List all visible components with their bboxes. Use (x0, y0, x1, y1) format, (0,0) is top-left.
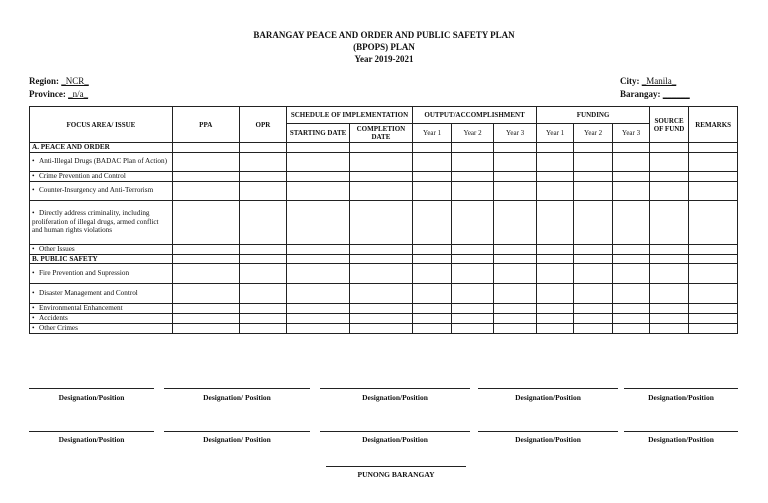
header-opr: OPR (239, 107, 287, 143)
header-output: OUTPUT/ACCOMPLISHMENT (412, 107, 537, 124)
region-label: Region: (29, 76, 59, 86)
signature-block: Designation/Position (320, 388, 470, 402)
list-item: • Crime Prevention and Control (30, 171, 173, 181)
header-output-year3: Year 3 (493, 124, 537, 143)
plan-title: BARANGAY PEACE AND ORDER AND PUBLIC SAFETY PLAN (253, 30, 515, 40)
signature-block: Designation/Position (320, 431, 470, 444)
barangay-label: Barangay: (620, 89, 661, 99)
signature-block: Designation/Position (624, 431, 738, 444)
province-label: Province: (29, 89, 66, 99)
city-label: City: (620, 76, 640, 86)
header-completion-date: COMPLETION DATE (350, 124, 413, 143)
province-value: _n/a_ (68, 89, 89, 99)
list-item: • Anti-Illegal Drugs (BADAC Plan of Action) (30, 152, 173, 171)
header-output-year2: Year 2 (452, 124, 494, 143)
region-value: _NCR_ (61, 76, 89, 86)
header-output-year1: Year 1 (412, 124, 451, 143)
plan-subtitle: (BPOPS) PLAN (353, 42, 415, 52)
header-remarks: REMARKS (689, 107, 738, 143)
list-item: • Counter-Insurgency and Anti-Terrorism (30, 181, 173, 200)
barangay-value: ______ (662, 89, 690, 99)
header-funding-year2: Year 2 (573, 124, 612, 143)
signature-block: Designation/ Position (164, 431, 310, 444)
header-starting-date: STARTING DATE (287, 124, 350, 143)
list-item: • Directly address criminality, including proliferation of illegal drugs, armed conflict and human rights violations (30, 200, 173, 244)
barangay-field (620, 89, 690, 99)
plan-year: Year 2019-2021 (354, 54, 414, 64)
region-field (29, 76, 89, 86)
section-public-safety: B. PUBLIC SAFETY (30, 254, 173, 264)
city-field (620, 76, 676, 86)
city-value: _Manila_ (641, 76, 677, 86)
signature-block: Designation/Position (29, 388, 154, 402)
header-funding-year1: Year 1 (537, 124, 573, 143)
header-funding-year3: Year 3 (613, 124, 649, 143)
list-item: • Disaster Management and Control (30, 284, 173, 304)
signature-block: Designation/ Position (164, 388, 310, 402)
bpops-table (29, 106, 738, 334)
header-schedule: SCHEDULE OF IMPLEMENTATION (287, 107, 413, 124)
header-focus-area: FOCUS AREA/ ISSUE (30, 107, 173, 143)
punong-barangay-signature: PUNONG BARANGAY (326, 466, 466, 479)
list-item: • Environmental Enhancement (30, 304, 173, 314)
list-item: • Fire Prevention and Supression (30, 264, 173, 284)
signature-block: Designation/Position (29, 431, 154, 444)
signature-block: Designation/Position (478, 388, 618, 402)
header-ppa: PPA (172, 107, 239, 143)
section-peace-and-order: A. PEACE AND ORDER (30, 143, 173, 153)
list-item: • Other Issues (30, 244, 173, 254)
list-item: • Other Crimes (30, 324, 173, 334)
header-funding: FUNDING (537, 107, 649, 124)
signature-block: Designation/Position (624, 388, 738, 402)
signature-block: Designation/Position (478, 431, 618, 444)
list-item: • Accidents (30, 314, 173, 324)
province-field (29, 89, 88, 99)
header-source-of-fund: SOURCE OF FUND (649, 107, 688, 143)
